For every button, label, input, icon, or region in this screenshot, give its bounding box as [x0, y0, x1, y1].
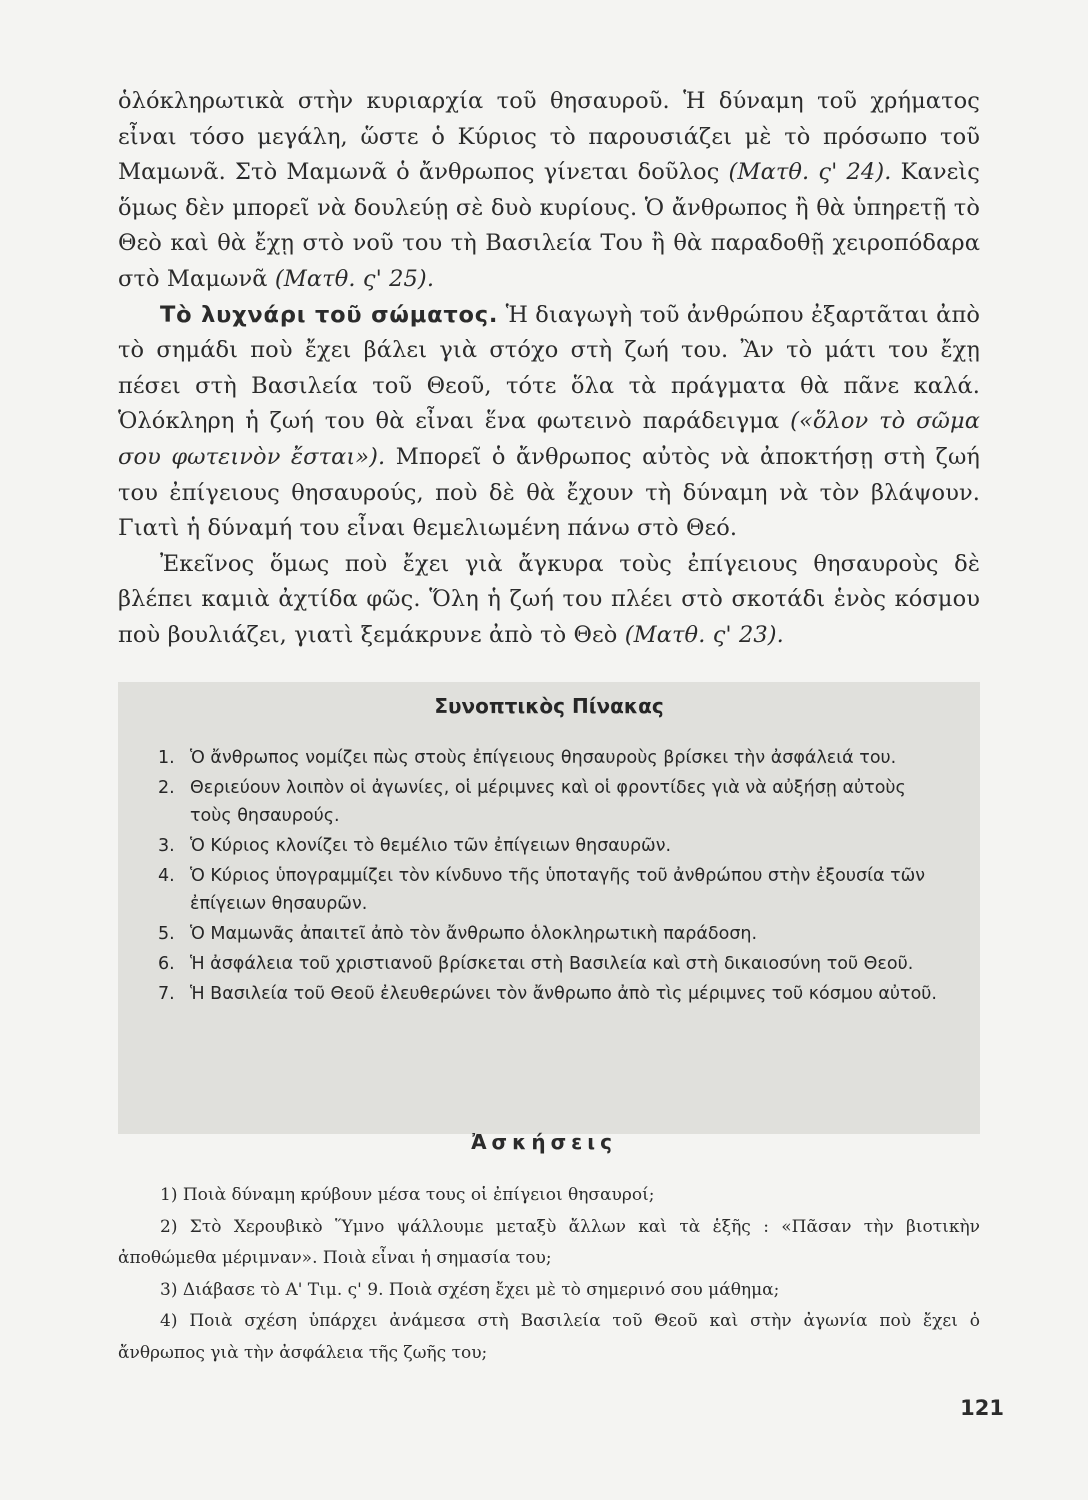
- scripture-quote: («ὅλον τὸ σῶμα σου φωτεινὸν ἔσται»).: [118, 408, 980, 470]
- summary-list: [158, 744, 948, 1010]
- paragraph-2: Τὸ λυχνάρι τοῦ σώματος. Ἡ διαγωγὴ τοῦ ἀνθρώπου ἐξαρτᾶται ἀπὸ τὸ σημάδι ποὺ ἔχει βάλει γιὰ στόχο στὴ ζωή του. Ἂν τὸ μάτι του ἔχῃ πέσει στὴ Βασιλεία τοῦ Θεοῦ, τότε ὅλα τὰ πράγματα θὰ πᾶνε καλά. Ὁλόκληρη ἡ ζωή του θὰ εἶναι ἕνα φωτεινὸ παράδειγμα («ὅλον τὸ σῶμα σου φωτεινὸν ἔσται»). Μπορεῖ ὁ ἄνθρωπος αὐτὸς νὰ ἀποκτήσῃ στὴ ζωή του ἐπίγειους θησαυρούς, ποὺ δὲ θὰ ἔχουν τὴ δύναμη νὰ τὸν βλάψουν. Γιατὶ ἡ δύναμή του εἶναι θεμελιωμένη πάνω στὸ Θεό.: [118, 301, 980, 542]
- exercises-title: Ἀσκήσεις: [471, 1130, 617, 1154]
- summary-item: 4. Ὁ Κύριος ὑπογραμμίζει τὸν κίνδυνο τῆς ὑποταγῆς τοῦ ἀνθρώπου στὴν ἐξουσία τῶν ἐπίγειων θησαυρῶν.: [158, 866, 926, 914]
- summary-item: 6. Ἡ ἀσφάλεια τοῦ χριστιανοῦ βρίσκεται στὴ Βασιλεία καὶ στὴ δικαιοσύνη τοῦ Θεοῦ.: [158, 954, 914, 974]
- exercise-item: 1) Ποιὰ δύναμη κρύβουν μέσα τους οἱ ἐπίγειοι θησαυροί;: [160, 1185, 655, 1205]
- main-text: [118, 84, 980, 654]
- scripture-reference: (Ματθ. ς' 25).: [274, 265, 435, 292]
- summary-box: [118, 682, 980, 1134]
- exercise-item: 4) Ποιὰ σχέση ὑπάρχει ἀνάμεσα στὴ Βασιλεία τοῦ Θεοῦ καὶ στὴν ἀγωνία ποὺ ἔχει ὁ ἄνθρωπος γιὰ τὴν ἀσφάλεια τῆς ζωῆς του;: [118, 1311, 980, 1363]
- page-number: 121: [960, 1396, 1004, 1420]
- exercises-list: [118, 1180, 980, 1369]
- summary-item: 3. Ὁ Κύριος κλονίζει τὸ θεμέλιο τῶν ἐπίγειων θησαυρῶν.: [158, 836, 672, 856]
- exercise-item: 3) Διάβασε τὸ Α' Τιμ. ς' 9. Ποιὰ σχέση ἔχει μὲ τὸ σημερινό σου μάθημα;: [160, 1279, 780, 1300]
- paragraph-3: Ἐκεῖνος ὅμως ποὺ ἔχει γιὰ ἄγκυρα τοὺς ἐπίγειους θησαυροὺς δὲ βλέπει καμιὰ ἀχτίδα φῶς. Ὅλη ἡ ζωή του πλέει στὸ σκοτάδι ἑνὸς κόσμου ποὺ βουλιάζει, γιατὶ ξεμάκρυνε ἀπὸ τὸ Θεὸ (Ματθ. ς' 23).: [118, 550, 980, 648]
- summary-title: Συνοπτικὸς Πίνακας: [434, 694, 664, 718]
- summary-item: 1. Ὁ ἄνθρωπος νομίζει πὼς στοὺς ἐπίγειους θησαυροὺς βρίσκει τὴν ἀσφάλειά του.: [158, 748, 897, 768]
- scripture-reference: (Ματθ. ς' 23).: [624, 621, 784, 648]
- paragraph-1: ὁλόκληρωτικὰ στὴν κυριαρχία τοῦ θησαυροῦ. Ἡ δύναμη τοῦ χρήματος εἶναι τόσο μεγάλη, ὥστε ὁ Κύριος τὸ παρουσιάζει μὲ τὸ πρόσωπο τοῦ Μαμωνᾶ. Στὸ Μαμωνᾶ ὁ ἄνθρωπος γίνεται δοῦλος (Ματθ. ς' 24). Κανεὶς ὅμως δὲν μπορεῖ νὰ δουλεύῃ σὲ δυὸ κυρίους. Ὁ ἄνθρωπος ἢ θὰ ὑπηρετῇ τὸ Θεὸ καὶ θὰ ἔχῃ στὸ νοῦ του τὴ Βασιλεία Του ἢ θὰ παραδοθῇ χειροπόδαρα στὸ Μαμωνᾶ (Ματθ. ς' 25).: [118, 88, 980, 292]
- exercise-item: 2) Στὸ Χερουβικὸ Ὕμνο ψάλλουμε μεταξὺ ἄλλων καὶ τὰ ἑξῆς : «Πᾶσαν τὴν βιοτικὴν ἀποθώμεθα μέριμναν». Ποιὰ εἶναι ἡ σημασία του;: [118, 1216, 980, 1268]
- scripture-reference: (Ματθ. ς' 24).: [728, 159, 892, 186]
- summary-item: 7. Ἡ Βασιλεία τοῦ Θεοῦ ἐλευθερώνει τὸν ἄνθρωπο ἀπὸ τὶς μέριμνες τοῦ κόσμου αὐτοῦ.: [158, 984, 937, 1004]
- section-heading: Τὸ λυχνάρι τοῦ σώματος.: [160, 301, 499, 328]
- summary-item: 5. Ὁ Μαμωνᾶς ἀπαιτεῖ ἀπὸ τὸν ἄνθρωπο ὁλοκληρωτικὴ παράδοση.: [158, 924, 758, 944]
- summary-item: 2. Θεριεύουν λοιπὸν οἱ ἀγωνίες, οἱ μέριμνες καὶ οἱ φροντίδες γιὰ νὰ αὐξήσῃ αὐτοὺς τοὺς θησαυρούς.: [158, 778, 906, 826]
